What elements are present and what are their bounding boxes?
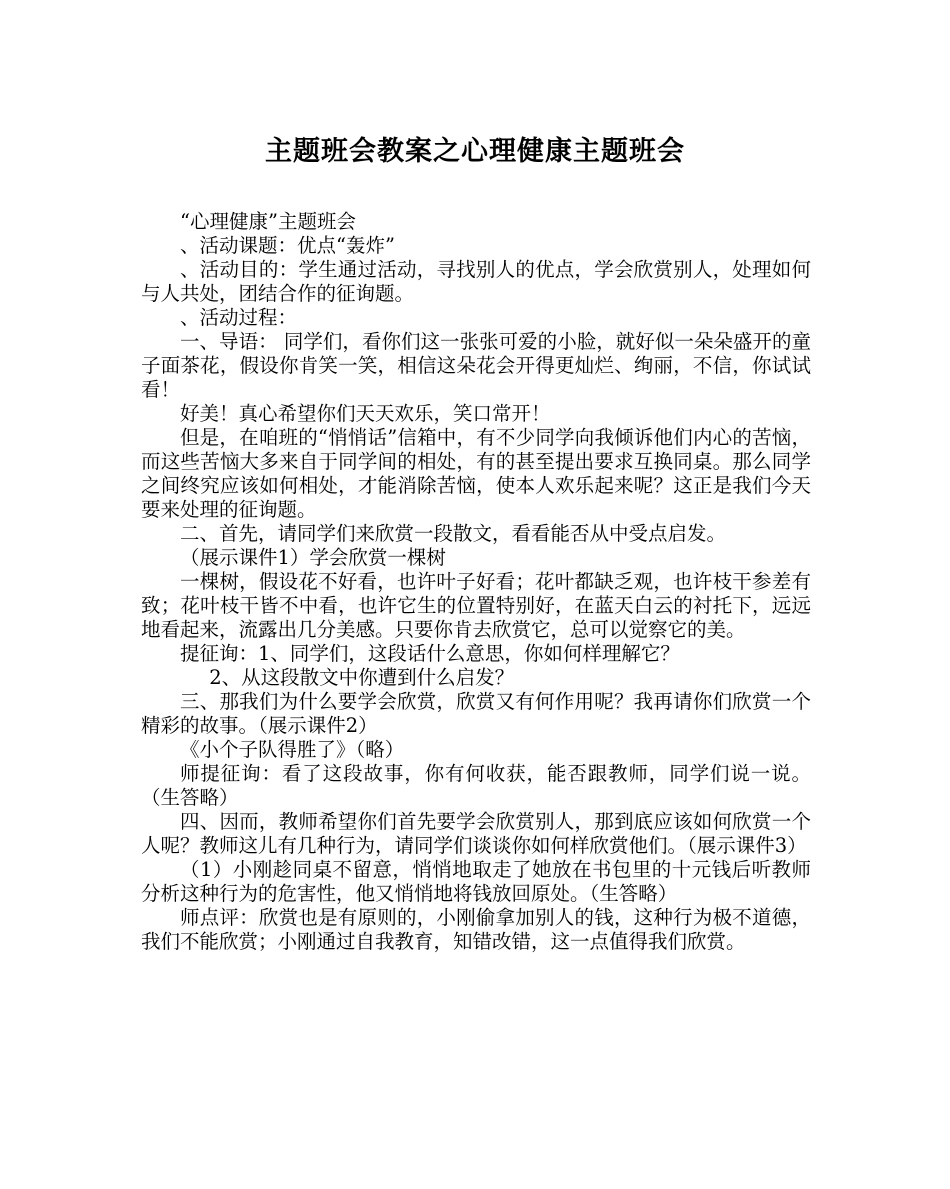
paragraph: 一、导语： 同学们，看你们这一张张可爱的小脸，就好似一朵朵盛开的童子面茶花，假设你肯笑一笑，相信这朵花会开得更灿烂、绚丽，不信，你试试看！ bbox=[141, 330, 811, 401]
paragraph: 四、因而，教师希望你们首先要学会欣赏别人，那到底应该如何欣赏一个人呢？教师这儿有几种行为，请同学们谈谈你如何样欣赏他们。（展示课件3） bbox=[141, 810, 811, 857]
paragraph: “心理健康”主题班会 bbox=[180, 210, 356, 233]
paragraph: 一棵树，假设花不好看，也许叶子好看；花叶都缺乏观，也许枝干参差有致；花叶枝干皆不中看，也许它生的位置特别好，在蓝天白云的衬托下，远远地看起来，流露出几分美感。只要你肯去欣赏它，总可以觉察它的美。 bbox=[141, 570, 811, 641]
paragraph: （1）小刚趁同桌不留意，悄悄地取走了她放在书包里的十元钱后听教师分析这种行为的危害性，他又悄悄地将钱放回原处。（生答略） bbox=[141, 858, 811, 905]
paragraph: 二、首先，请同学们来欣赏一段散文，看看能否从中受点启发。 bbox=[180, 522, 727, 545]
paragraph: 师提征询：看了这段故事，你有何收获，能否跟教师，同学们说一说。（生答略） bbox=[141, 762, 811, 809]
paragraph: 提征询：1、同学们，这段话什么意思，你如何样理解它？ bbox=[180, 642, 680, 665]
paragraph: 好美！真心希望你们天天欢乐，笑口常开！ bbox=[180, 402, 551, 425]
paragraph: 但是，在咱班的“悄悄话”信箱中，有不少同学向我倾诉他们内心的苦恼，而这些苦恼大多来自于同学间的相处，有的甚至提出要求互换同桌。那么同学之间终究应该如何相处，才能消除苦恼，使本人欢乐起来呢？这正是我们今天要来处理的征询题。 bbox=[141, 426, 811, 521]
paragraph: 、活动目的：学生通过活动，寻找别人的优点，学会欣赏别人，处理如何与人共处，团结合作的征询题。 bbox=[141, 258, 811, 305]
paragraph: 、活动过程： bbox=[180, 306, 298, 329]
paragraph: （展示课件1）学会欣赏一棵树 bbox=[180, 546, 446, 569]
document-body bbox=[141, 210, 811, 954]
paragraph: 、活动课题：优点“轰炸” bbox=[180, 234, 395, 257]
paragraph: 师点评：欣赏也是有原则的，小刚偷拿加别人的钱，这种行为极不道德，我们不能欣赏；小刚通过自我教育，知错改错，这一点值得我们欣赏。 bbox=[141, 906, 811, 953]
document-title: 主题班会教案之心理健康主题班会 bbox=[265, 136, 685, 167]
paragraph: 2、从这段散文中你遭到什么启发？ bbox=[209, 666, 515, 689]
paragraph: 三、那我们为什么要学会欣赏，欣赏又有何作用呢？我再请你们欣赏一个精彩的故事。（展示课件2） bbox=[141, 690, 811, 737]
paragraph: 《小个子队得胜了》（略） bbox=[180, 738, 405, 761]
